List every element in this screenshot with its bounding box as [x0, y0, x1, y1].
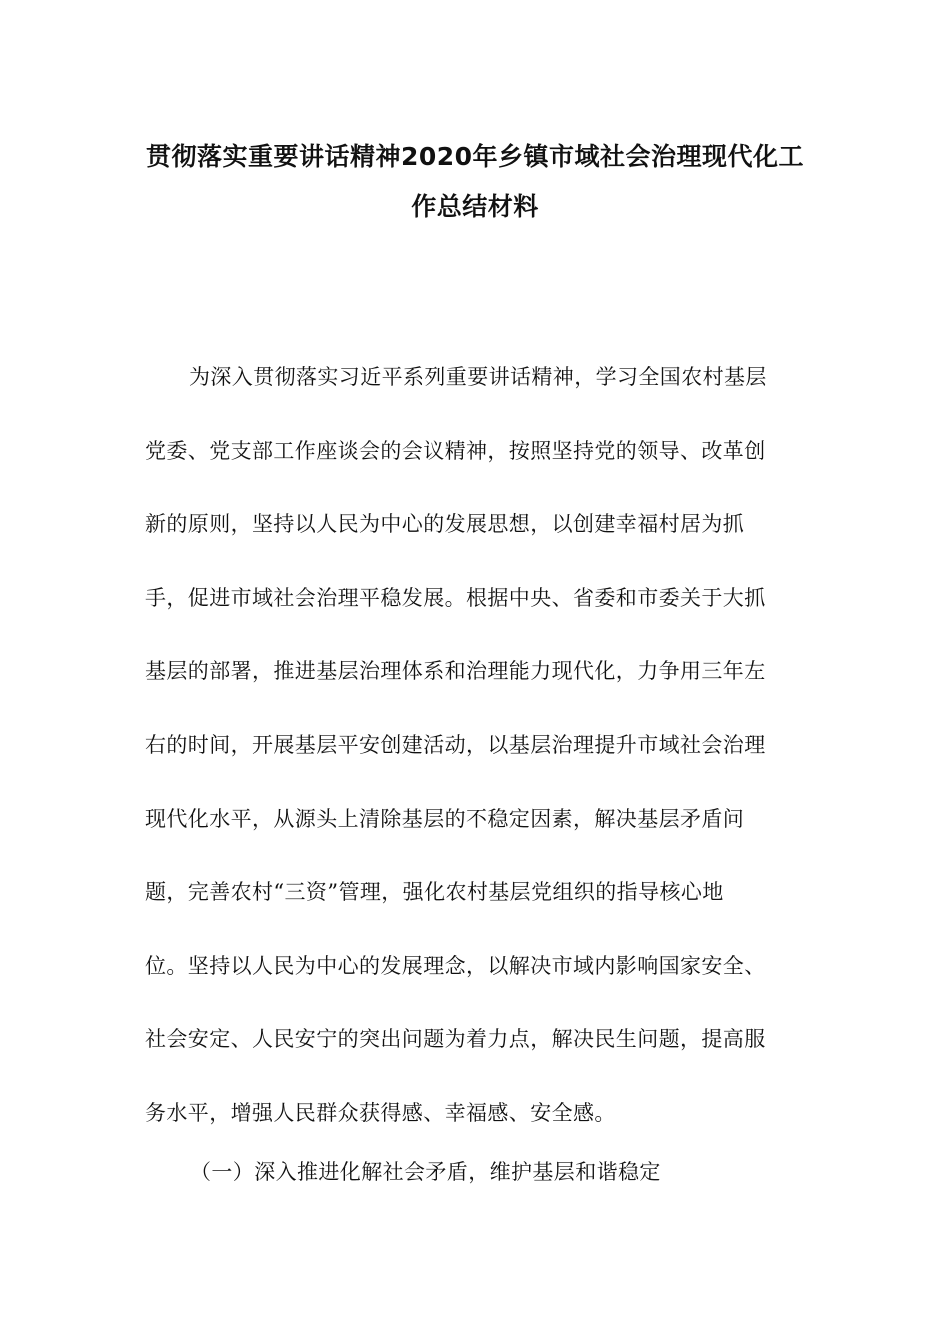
paragraph-line: 务水平，增强人民群众获得感、幸福感、安全感。 [145, 1100, 616, 1125]
title-line-1: 贯彻落实重要讲话精神2020年乡镇市域社会治理现代化工 [145, 142, 805, 171]
paragraph-line: 现代化水平，从源头上清除基层的不稳定因素，解决基层矛盾问 [145, 806, 745, 831]
paragraph-line: 位。坚持以人民为中心的发展理念，以解决市域内影响国家安全、 [145, 953, 766, 978]
paragraph-line: 新的原则，坚持以人民为中心的发展思想，以创建幸福村居为抓 [145, 512, 745, 537]
paragraph-line: 题，完善农村“三资”管理，强化农村基层党组织的指导核心地 [145, 880, 724, 905]
paragraph-line: 手，促进市域社会治理平稳发展。根据中央、省委和市委关于大抓 [145, 585, 766, 610]
paragraph-line: 基层的部署，推进基层治理体系和治理能力现代化，力争用三年左 [145, 659, 766, 684]
paragraph-line: 为深入贯彻落实习近平系列重要讲话精神，学习全国农村基层 [189, 365, 767, 389]
section-heading: （一）深入推进化解社会矛盾，维护基层和谐稳定 [190, 1160, 661, 1184]
document-title [140, 132, 810, 232]
paragraph-line: 党委、党支部工作座谈会的会议精神，按照坚持党的领导、改革创 [145, 438, 766, 463]
paragraph-line: 社会安定、人民安宁的突出问题为着力点，解决民生问题，提高服 [145, 1027, 766, 1052]
title-line-2: 作总结材料 [411, 192, 539, 221]
paragraph-line: 右的时间，开展基层平安创建活动，以基层治理提升市域社会治理 [145, 732, 766, 757]
body-paragraph [145, 341, 805, 1151]
